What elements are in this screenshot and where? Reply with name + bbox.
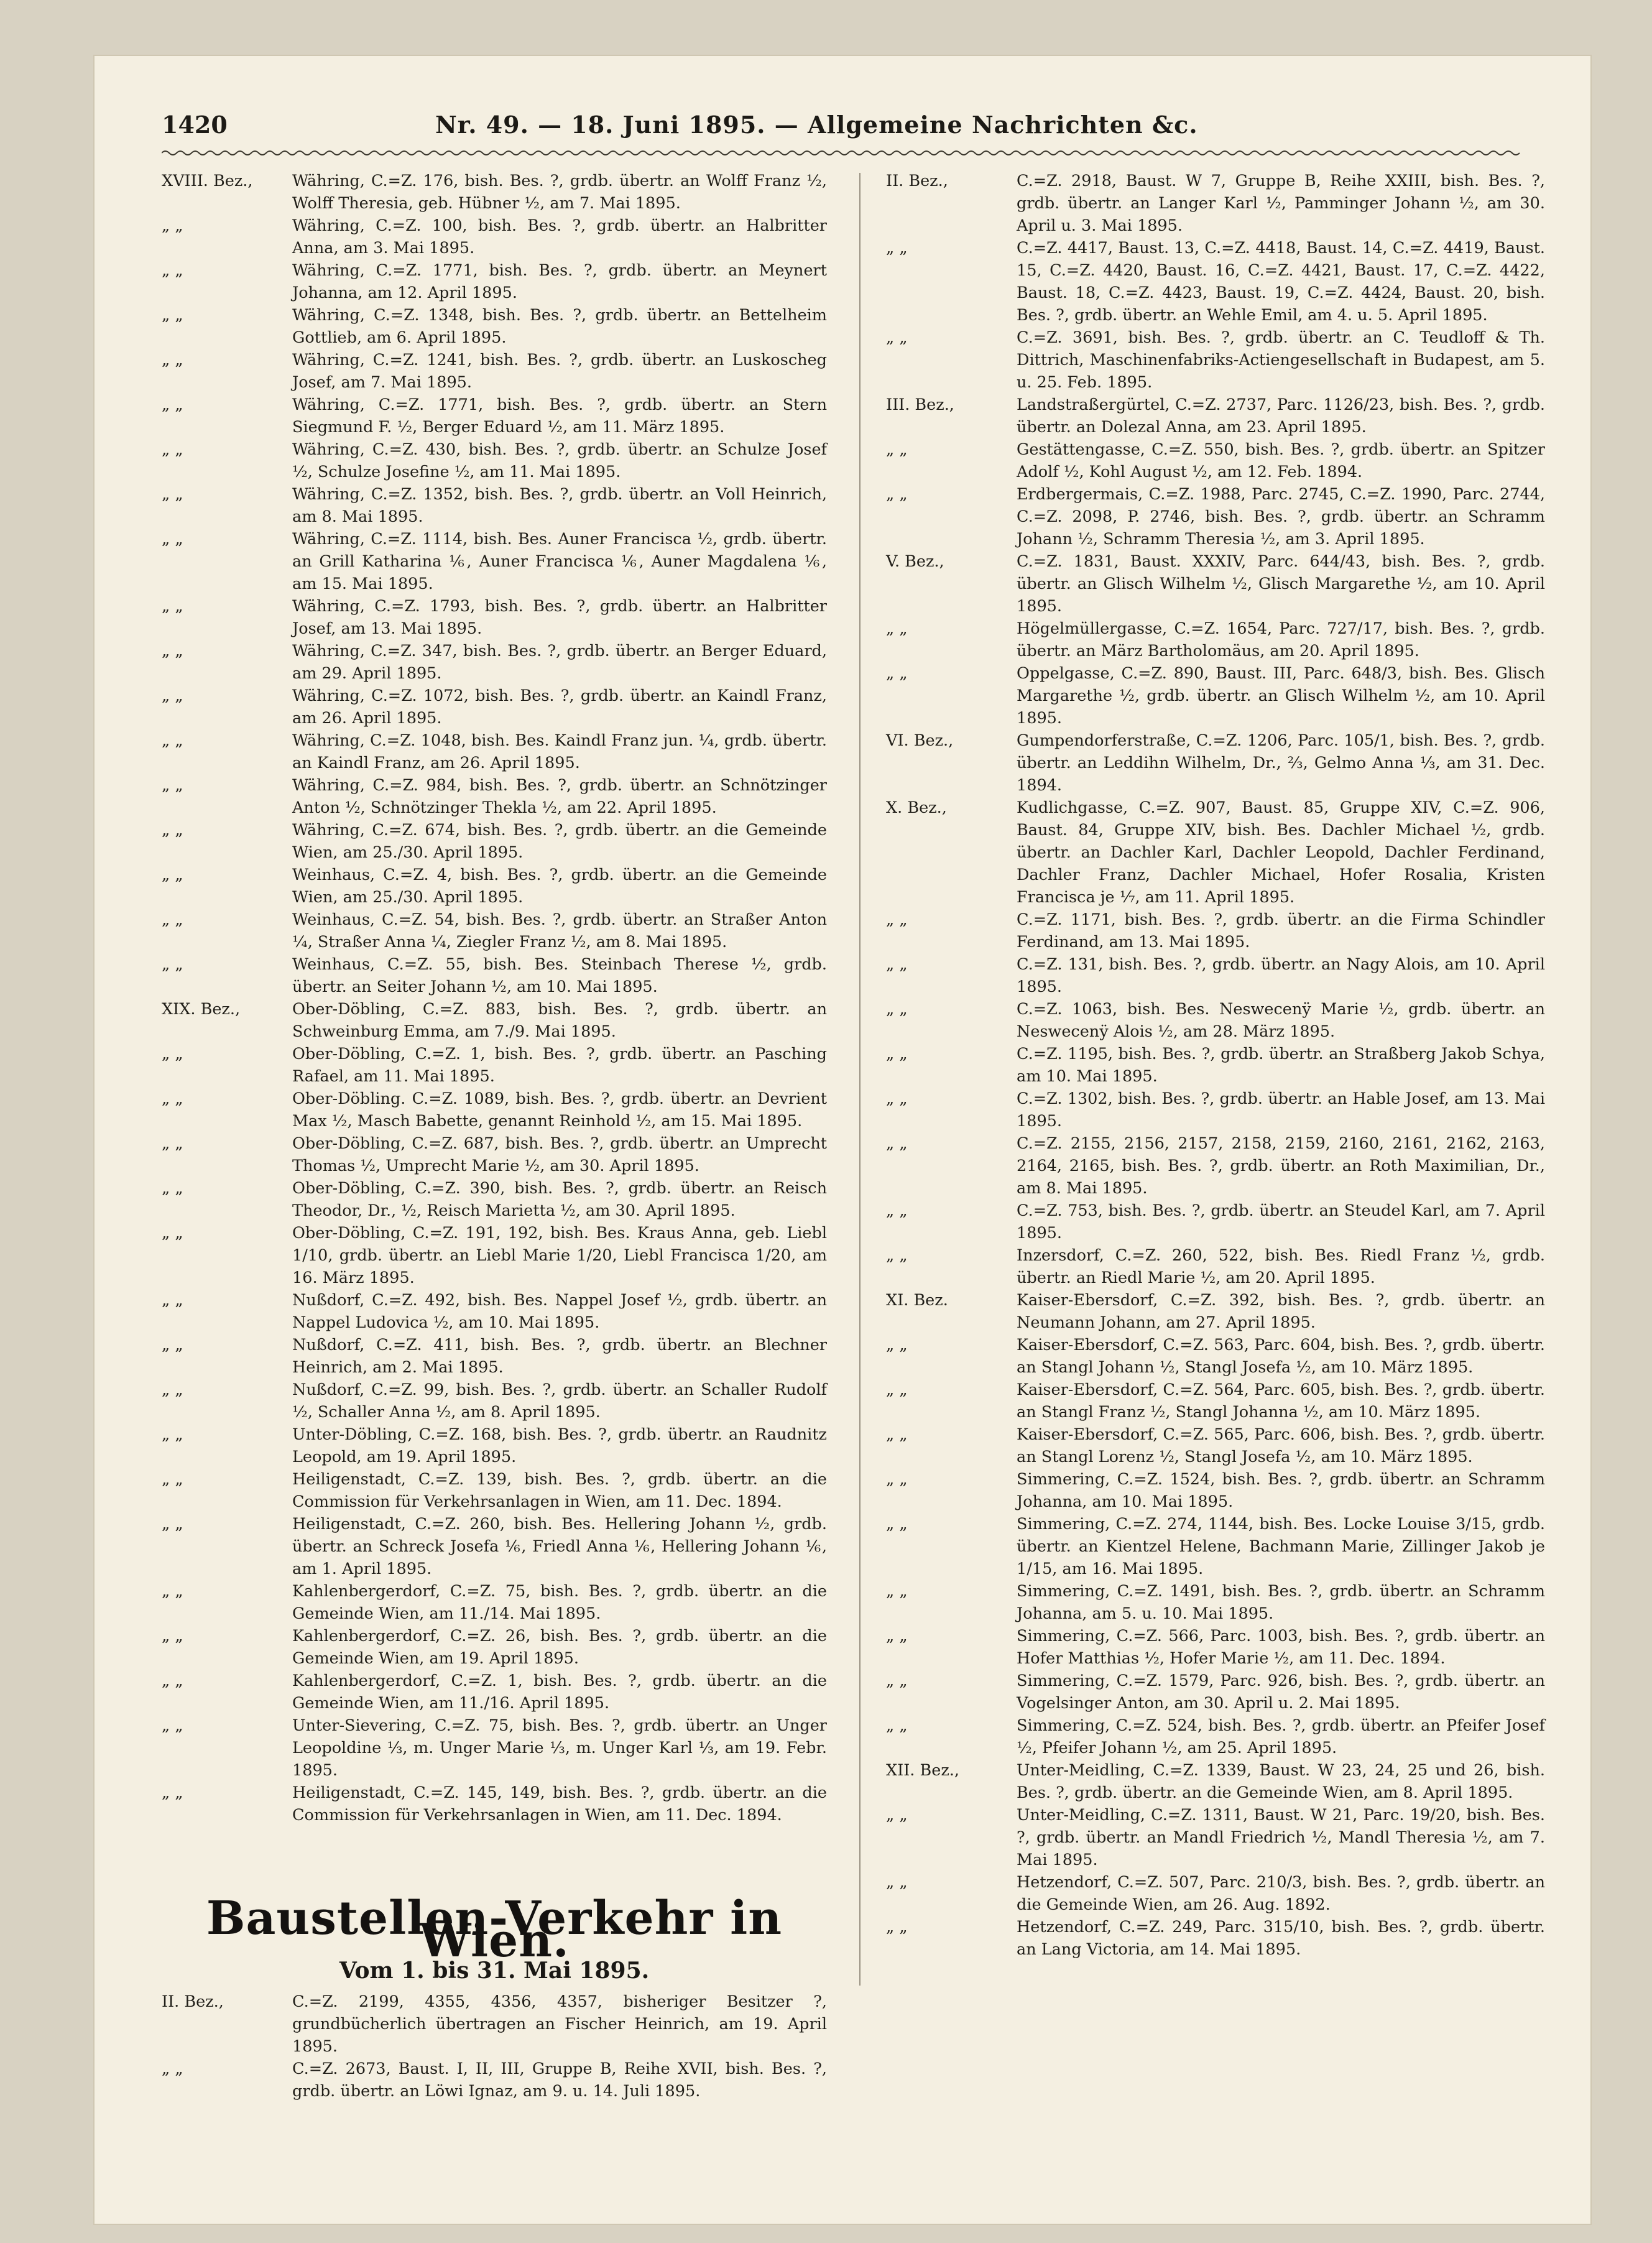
register-entry xyxy=(886,662,1545,729)
entry-text: C.=Z. 2199, 4355, 4356, 4357, bisheriger Besitzer ?, grundbücherlich übertragen an Fischer Heinrich, am 19. April 1895. xyxy=(292,1992,827,2056)
entry-district: „ „ xyxy=(886,619,908,638)
register-entry xyxy=(886,1670,1545,1714)
page-title: Nr. 49. — 18. Juni 1895. — Allgemeine Nachrichten &c. xyxy=(435,111,1198,139)
entry-text: Inzersdorf, C.=Z. 260, 522, bish. Bes. Riedl Franz ½, grdb. übertr. an Riedl Marie ½, am 20. April 1895. xyxy=(1017,1246,1545,1287)
register-entry xyxy=(162,1468,827,1513)
entry-text: Währing, C.=Z. 176, bish. Bes. ?, grdb. übertr. an Wolff Franz ½, Wolff Theresia, geb. Hübner ½, am 7. Mai 1895. xyxy=(292,172,827,213)
register-entry xyxy=(162,729,827,774)
register-entry xyxy=(886,170,1545,237)
entry-text: C.=Z. 2673, Baust. I, II, III, Gruppe B, Reihe XVII, bish. Bes. ?, grdb. übertr. an Löwi Ignaz, am 9. u. 14. Juli 1895. xyxy=(292,2060,827,2101)
entry-district: „ „ xyxy=(886,955,908,974)
entry-district: „ „ xyxy=(886,1380,908,1399)
entry-district: „ „ xyxy=(886,1425,908,1444)
newspaper-page xyxy=(93,55,1592,2225)
column-divider xyxy=(859,173,861,1986)
entry-text: C.=Z. 1171, bish. Bes. ?, grdb. übertr. an die Firma Schindler Ferdinand, am 13. Mai 1895. xyxy=(1017,910,1545,951)
entry-text: Weinhaus, C.=Z. 54, bish. Bes. ?, grdb. übertr. an Straßer Anton ¼, Straßer Anna ¼, Ziegler Franz ½, am 8. Mai 1895. xyxy=(292,910,827,951)
entry-text: Währing, C.=Z. 347, bish. Bes. ?, grdb. übertr. an Berger Eduard, am 29. April 1895. xyxy=(292,642,827,683)
entry-text: Ober-Döbling, C.=Z. 390, bish. Bes. ?, grdb. übertr. an Reisch Theodor, Dr., ½, Reisch Marietta ½, am 30. April 1895. xyxy=(292,1179,827,1220)
entry-text: Ober-Döbling, C.=Z. 883, bish. Bes. ?, grdb. übertr. an Schweinburg Emma, am 7./9. Mai 1895. xyxy=(292,1000,827,1041)
entry-district: „ „ xyxy=(162,306,183,325)
register-entry xyxy=(162,1423,827,1468)
register-entry xyxy=(886,1244,1545,1289)
register-entry xyxy=(886,1804,1545,1871)
register-entry xyxy=(162,1714,827,1782)
register-entry xyxy=(886,237,1545,326)
entry-district: „ „ xyxy=(162,1179,183,1198)
right-column xyxy=(886,170,1545,1961)
entry-text: Weinhaus, C.=Z. 4, bish. Bes. ?, grdb. übertr. an die Gemeinde Wien, am 25./30. April 1895. xyxy=(292,866,827,907)
left-entries xyxy=(162,170,827,1826)
entry-district: „ „ xyxy=(886,440,908,459)
register-entry xyxy=(162,1379,827,1423)
register-entry xyxy=(162,819,827,864)
register-entry xyxy=(162,1625,827,1670)
entry-district: „ „ xyxy=(162,597,183,616)
register-entry xyxy=(162,528,827,595)
register-entry xyxy=(886,394,1545,438)
register-entry xyxy=(162,394,827,438)
entry-text: Währing, C.=Z. 1114, bish. Bes. Auner Francisca ½, grdb. übertr. an Grill Katharina ⅙, Auner Francisca ⅙, Auner Magdalena ⅙, am 15. Mai 1895. xyxy=(292,530,827,593)
page-header xyxy=(162,104,1523,142)
register-entry xyxy=(886,1513,1545,1580)
entry-text: Hetzendorf, C.=Z. 249, Parc. 315/10, bish. Bes. ?, grdb. übertr. an Lang Victoria, am 14. Mai 1895. xyxy=(1017,1918,1545,1959)
entry-district: „ „ xyxy=(162,530,183,548)
register-entry xyxy=(162,1132,827,1177)
entry-text: Währing, C.=Z. 1072, bish. Bes. ?, grdb. übertr. an Kaindl Franz, am 26. April 1895. xyxy=(292,687,827,728)
register-entry xyxy=(162,1177,827,1222)
entry-district: „ „ xyxy=(886,1246,908,1265)
register-entry xyxy=(162,1670,827,1714)
section-heading: Baustellen-Verkehr in Wien. xyxy=(206,1892,783,1968)
entry-text: Simmering, C.=Z. 1491, bish. Bes. ?, grdb. übertr. an Schramm Johanna, am 5. u. 10. Mai 1895. xyxy=(1017,1582,1545,1623)
entry-district: „ „ xyxy=(886,1045,908,1063)
entry-text: Währing, C.=Z. 1348, bish. Bes. ?, grdb. übertr. an Bettelheim Gottlieb, am 6. April 1895. xyxy=(292,306,827,347)
left-column xyxy=(162,170,827,2102)
entry-district: „ „ xyxy=(162,955,183,974)
register-entry xyxy=(886,1132,1545,1200)
register-entry xyxy=(162,215,827,259)
entry-district: „ „ xyxy=(886,1134,908,1153)
register-entry xyxy=(162,953,827,998)
entry-text: C.=Z. 1063, bish. Bes. Neswecenÿ Marie ½, grdb. übertr. an Neswecenÿ Alois ½, am 28. März 1895. xyxy=(1017,1000,1545,1041)
entry-text: C.=Z. 753, bish. Bes. ?, grdb. übertr. an Steudel Karl, am 7. April 1895. xyxy=(1017,1201,1545,1242)
entry-district: „ „ xyxy=(162,866,183,884)
register-entry xyxy=(162,1513,827,1580)
entry-text: Kahlenbergerdorf, C.=Z. 75, bish. Bes. ?, grdb. übertr. an die Gemeinde Wien, am 11./14. Mai 1895. xyxy=(292,1582,827,1623)
entry-text: Nußdorf, C.=Z. 411, bish. Bes. ?, grdb. übertr. an Blechner Heinrich, am 2. Mai 1895. xyxy=(292,1336,827,1377)
entry-district: „ „ xyxy=(162,351,183,369)
entry-district: II. Bez., xyxy=(886,172,948,190)
register-entry xyxy=(886,483,1545,550)
section-entries xyxy=(162,1991,827,2102)
entry-district: „ „ xyxy=(886,1873,908,1892)
entry-district: VI. Bez., xyxy=(886,731,954,750)
entry-text: C.=Z. 3691, bish. Bes. ?, grdb. übertr. an C. Teudloff & Th. Dittrich, Maschinenfabriks-Actiengesellschaft in Budapest, am 5. u. 25. Feb. 1895. xyxy=(1017,328,1545,392)
entry-text: Kaiser-Ebersdorf, C.=Z. 565, Parc. 606, bish. Bes. ?, grdb. übertr. an Stangl Lorenz ½, Stangl Josefa ½, am 10. März 1895. xyxy=(1017,1425,1545,1466)
entry-text: Unter-Meidling, C.=Z. 1339, Baust. W 23, 24, 25 und 26, bish. Bes. ?, grdb. übertr. an die Gemeinde Wien, am 8. April 1895. xyxy=(1017,1761,1545,1802)
entry-district: „ „ xyxy=(162,1582,183,1601)
entry-text: Heiligenstadt, C.=Z. 139, bish. Bes. ?, grdb. übertr. an die Commission für Verkehrsanlagen in Wien, am 11. Dec. 1894. xyxy=(292,1470,827,1511)
entry-district: „ „ xyxy=(162,1336,183,1354)
register-entry xyxy=(886,1088,1545,1132)
entry-district: „ „ xyxy=(162,776,183,795)
entry-district: „ „ xyxy=(162,1224,183,1242)
entry-district: II. Bez., xyxy=(162,1992,224,2011)
register-entry xyxy=(162,685,827,729)
register-entry xyxy=(886,1468,1545,1513)
entry-text: Hetzendorf, C.=Z. 507, Parc. 210/3, bish. Bes. ?, grdb. übertr. an die Gemeinde Wien, am 26. Aug. 1892. xyxy=(1017,1873,1545,1914)
register-entry xyxy=(162,1289,827,1334)
register-entry xyxy=(886,326,1545,394)
entry-district: „ „ xyxy=(886,1716,908,1735)
entry-district: „ „ xyxy=(886,1089,908,1108)
entry-district: „ „ xyxy=(886,1470,908,1489)
entry-district: „ „ xyxy=(162,1089,183,1108)
entry-district: „ „ xyxy=(162,731,183,750)
register-entry xyxy=(162,1991,827,2058)
entry-text: Gestättengasse, C.=Z. 550, bish. Bes. ?, grdb. übertr. an Spitzer Adolf ½, Kohl August ½, am 12. Feb. 1894. xyxy=(1017,440,1545,481)
register-entry xyxy=(886,1871,1545,1916)
entry-district: „ „ xyxy=(162,910,183,929)
entry-text: Ober-Döbling, C.=Z. 191, 192, bish. Bes. Kraus Anna, geb. Liebl 1/10, grdb. übertr. an Liebl Marie 1/20, Liebl Francisca 1/20, am 16. März 1895. xyxy=(292,1224,827,1287)
register-entry xyxy=(886,1580,1545,1625)
entry-district: „ „ xyxy=(886,1201,908,1220)
entry-district: „ „ xyxy=(886,1515,908,1533)
register-entry xyxy=(162,1580,827,1625)
entry-text: Ober-Döbling, C.=Z. 1, bish. Bes. ?, grdb. übertr. an Pasching Rafael, am 11. Mai 1895. xyxy=(292,1045,827,1086)
entry-text: Kaiser-Ebersdorf, C.=Z. 563, Parc. 604, bish. Bes. ?, grdb. übertr. an Stangl Johann ½, Stangl Josefa ½, am 10. März 1895. xyxy=(1017,1336,1545,1377)
entry-text: C.=Z. 1831, Baust. XXXIV, Parc. 644/43, bish. Bes. ?, grdb. übertr. an Glisch Wilhelm ½, Glisch Margarethe ½, am 10. April 1895. xyxy=(1017,552,1545,616)
entry-text: C.=Z. 131, bish. Bes. ?, grdb. übertr. an Nagy Alois, am 10. April 1895. xyxy=(1017,955,1545,996)
entry-district: „ „ xyxy=(162,1627,183,1645)
entry-district: „ „ xyxy=(162,1134,183,1153)
entry-district: „ „ xyxy=(886,1672,908,1690)
entry-text: Nußdorf, C.=Z. 99, bish. Bes. ?, grdb. übertr. an Schaller Rudolf ½, Schaller Anna ½, am 8. April 1895. xyxy=(292,1380,827,1422)
entry-text: Währing, C.=Z. 674, bish. Bes. ?, grdb. übertr. an die Gemeinde Wien, am 25./30. April 1895. xyxy=(292,821,827,862)
entry-district: „ „ xyxy=(162,1716,183,1735)
entry-text: Währing, C.=Z. 984, bish. Bes. ?, grdb. übertr. an Schnötzinger Anton ½, Schnötzinger Thekla ½, am 22. April 1895. xyxy=(292,776,827,817)
register-entry xyxy=(886,1334,1545,1379)
entry-text: Erdbergermais, C.=Z. 1988, Parc. 2745, C.=Z. 1990, Parc. 2744, C.=Z. 2098, P. 2746, bish. Bes. ?, grdb. übertr. an Schramm Johann ½, Schramm Theresia ½, am 3. April 1895. xyxy=(1017,485,1545,548)
register-entry xyxy=(886,1625,1545,1670)
entry-text: C.=Z. 1195, bish. Bes. ?, grdb. übertr. an Straßberg Jakob Schya, am 10. Mai 1895. xyxy=(1017,1045,1545,1086)
register-entry xyxy=(162,259,827,304)
entry-text: C.=Z. 4417, Baust. 13, C.=Z. 4418, Baust. 14, C.=Z. 4419, Baust. 15, C.=Z. 4420, Baust. 16, C.=Z. 4421, Baust. 17, C.=Z. 4422, Baust. 18, C.=Z. 4423, Baust. 19, C.=Z. 4424, Baust. 20, bish. Bes. ?, grdb. übertr. an Wehle Emil, am 4. u. 5. April 1895. xyxy=(1017,239,1545,325)
entry-district: XI. Bez. xyxy=(886,1291,948,1310)
entry-text: Währing, C.=Z. 1352, bish. Bes. ?, grdb. übertr. an Voll Heinrich, am 8. Mai 1895. xyxy=(292,485,827,526)
register-entry xyxy=(886,1289,1545,1334)
entry-district: „ „ xyxy=(886,664,908,683)
entry-district: „ „ xyxy=(886,910,908,929)
register-entry xyxy=(886,998,1545,1043)
entry-text: Ober-Döbling, C.=Z. 687, bish. Bes. ?, grdb. übertr. an Umprecht Thomas ½, Umprecht Marie ½, am 30. April 1895. xyxy=(292,1134,827,1175)
entry-text: Simmering, C.=Z. 1579, Parc. 926, bish. Bes. ?, grdb. übertr. an Vogelsinger Anton, am 30. April u. 2. Mai 1895. xyxy=(1017,1672,1545,1713)
entry-text: Gumpendorferstraße, C.=Z. 1206, Parc. 105/1, bish. Bes. ?, grdb. übertr. an Leddihn Wilhelm, Dr., ⅔, Gelmo Anna ⅓, am 31. Dec. 1894. xyxy=(1017,731,1545,795)
entry-district: „ „ xyxy=(162,1380,183,1399)
entry-district: „ „ xyxy=(886,239,908,257)
entry-text: Währing, C.=Z. 1771, bish. Bes. ?, grdb. übertr. an Stern Siegmund F. ½, Berger Eduard ½, am 11. März 1895. xyxy=(292,395,827,437)
entry-district: „ „ xyxy=(162,821,183,839)
register-entry xyxy=(162,1222,827,1289)
register-entry xyxy=(162,349,827,394)
entry-district: „ „ xyxy=(162,216,183,235)
register-entry xyxy=(162,2058,827,2102)
register-entry xyxy=(162,170,827,215)
entry-text: Währing, C.=Z. 1048, bish. Bes. Kaindl Franz jun. ¼, grdb. übertr. an Kaindl Franz, am 26. April 1895. xyxy=(292,731,827,772)
entry-text: Unter-Sievering, C.=Z. 75, bish. Bes. ?, grdb. übertr. an Unger Leopoldine ⅓, m. Unger Marie ⅓, m. Unger Karl ⅓, am 19. Febr. 1895. xyxy=(292,1716,827,1780)
entry-district: „ „ xyxy=(886,1806,908,1824)
entry-text: Simmering, C.=Z. 1524, bish. Bes. ?, grdb. übertr. an Schramm Johanna, am 10. Mai 1895. xyxy=(1017,1470,1545,1511)
entry-district: „ „ xyxy=(886,328,908,347)
entry-district: „ „ xyxy=(162,1045,183,1063)
entry-text: Simmering, C.=Z. 524, bish. Bes. ?, grdb. übertr. an Pfeifer Josef ½, Pfeifer Johann ½, am 25. April 1895. xyxy=(1017,1716,1545,1757)
register-entry xyxy=(886,729,1545,797)
entry-district: „ „ xyxy=(886,1582,908,1601)
entry-text: Währing, C.=Z. 100, bish. Bes. ?, grdb. übertr. an Halbritter Anna, am 3. Mai 1895. xyxy=(292,216,827,257)
entry-district: V. Bez., xyxy=(886,552,944,571)
register-entry xyxy=(162,1782,827,1826)
entry-text: Oppelgasse, C.=Z. 890, Baust. III, Parc. 648/3, bish. Bes. Glisch Margarethe ½, grdb. übertr. an Glisch Wilhelm ½, am 10. April 1895. xyxy=(1017,664,1545,728)
entry-text: Unter-Döbling, C.=Z. 168, bish. Bes. ?, grdb. übertr. an Raudnitz Leopold, am 19. April 1895. xyxy=(292,1425,827,1466)
register-entry xyxy=(162,483,827,528)
register-entry xyxy=(886,1423,1545,1468)
entry-district: „ „ xyxy=(162,1783,183,1802)
register-entry xyxy=(162,1043,827,1088)
register-entry xyxy=(886,1916,1545,1961)
entry-district: „ „ xyxy=(162,395,183,414)
entry-text: Ober-Döbling. C.=Z. 1089, bish. Bes. ?, grdb. übertr. an Devrient Max ½, Masch Babette, genannt Reinhold ½, am 15. Mai 1895. xyxy=(292,1089,827,1131)
register-entry xyxy=(162,595,827,640)
entry-text: Währing, C.=Z. 1771, bish. Bes. ?, grdb. übertr. an Meynert Johanna, am 12. April 1895. xyxy=(292,261,827,302)
entry-district: XVIII. Bez., xyxy=(162,172,253,190)
entry-district: „ „ xyxy=(162,1515,183,1533)
entry-district: „ „ xyxy=(162,1425,183,1444)
right-entries xyxy=(886,170,1545,1961)
entry-text: Kahlenbergerdorf, C.=Z. 1, bish. Bes. ?, grdb. übertr. an die Gemeinde Wien, am 11./16. April 1895. xyxy=(292,1672,827,1713)
entry-text: Währing, C.=Z. 1793, bish. Bes. ?, grdb. übertr. an Halbritter Josef, am 13. Mai 1895. xyxy=(292,597,827,638)
entry-text: Heiligenstadt, C.=Z. 260, bish. Bes. Hellering Johann ½, grdb. übertr. an Schreck Josefa ⅙, Friedl Anna ⅙, Hellering Johann ⅙, am 1. April 1895. xyxy=(292,1515,827,1578)
section-subheading: Vom 1. bis 31. Mai 1895. xyxy=(339,1958,650,1984)
register-entry xyxy=(162,909,827,953)
entry-district: „ „ xyxy=(162,485,183,504)
register-entry xyxy=(886,617,1545,662)
entry-district: „ „ xyxy=(162,1672,183,1690)
entry-district: XII. Bez., xyxy=(886,1761,959,1780)
register-entry xyxy=(886,1200,1545,1244)
entry-district: „ „ xyxy=(162,1291,183,1310)
entry-district: X. Bez., xyxy=(886,798,947,817)
entry-district: III. Bez., xyxy=(886,395,954,414)
entry-text: Kaiser-Ebersdorf, C.=Z. 392, bish. Bes. ?, grdb. übertr. an Neumann Johann, am 27. April 1895. xyxy=(1017,1291,1545,1332)
entry-text: Heiligenstadt, C.=Z. 145, 149, bish. Bes. ?, grdb. übertr. an die Commission für Verkehrsanlagen in Wien, am 11. Dec. 1894. xyxy=(292,1783,827,1824)
entry-district: „ „ xyxy=(162,440,183,459)
entry-text: C.=Z. 1302, bish. Bes. ?, grdb. übertr. an Hable Josef, am 13. Mai 1895. xyxy=(1017,1089,1545,1131)
entry-district: „ „ xyxy=(162,642,183,660)
register-entry xyxy=(162,998,827,1043)
entry-text: Simmering, C.=Z. 274, 1144, bish. Bes. Locke Louise 3/15, grdb. übertr. an Kientzel Helene, Bachmann Marie, Zillinger Jakob je 1/15, am 16. Mai 1895. xyxy=(1017,1515,1545,1578)
entry-district: „ „ xyxy=(886,1000,908,1019)
entry-district: „ „ xyxy=(886,1918,908,1936)
register-entry xyxy=(886,797,1545,909)
entry-text: Währing, C.=Z. 1241, bish. Bes. ?, grdb. übertr. an Luskoscheg Josef, am 7. Mai 1895. xyxy=(292,351,827,392)
register-entry xyxy=(886,550,1545,617)
entry-text: Landstraßergürtel, C.=Z. 2737, Parc. 1126/23, bish. Bes. ?, grdb. übertr. an Dolezal Anna, am 23. April 1895. xyxy=(1017,395,1545,437)
register-entry xyxy=(886,1379,1545,1423)
page-number: 1420 xyxy=(162,111,228,139)
entry-district: „ „ xyxy=(162,687,183,705)
register-entry xyxy=(162,1334,827,1379)
entry-district: „ „ xyxy=(162,261,183,280)
entry-text: Kaiser-Ebersdorf, C.=Z. 564, Parc. 605, bish. Bes. ?, grdb. übertr. an Stangl Franz ½, Stangl Johanna ½, am 10. März 1895. xyxy=(1017,1380,1545,1422)
register-entry xyxy=(162,1088,827,1132)
register-entry xyxy=(162,774,827,819)
entry-district: „ „ xyxy=(886,1627,908,1645)
entry-district: „ „ xyxy=(886,1336,908,1354)
register-entry xyxy=(162,438,827,483)
entry-district: „ „ xyxy=(162,2060,183,2078)
entry-district: „ „ xyxy=(886,485,908,504)
entry-text: Simmering, C.=Z. 566, Parc. 1003, bish. Bes. ?, grdb. übertr. an Hofer Matthias ½, Hofer Marie ½, am 11. Dec. 1894. xyxy=(1017,1627,1545,1668)
entry-text: Nußdorf, C.=Z. 492, bish. Bes. Nappel Josef ½, grdb. übertr. an Nappel Ludovica ½, am 10. Mai 1895. xyxy=(292,1291,827,1332)
register-entry xyxy=(162,640,827,685)
register-entry xyxy=(886,1043,1545,1088)
header-wavy-rule xyxy=(162,148,1523,158)
entry-text: Högelmüllergasse, C.=Z. 1654, Parc. 727/17, bish. Bes. ?, grdb. übertr. an März Bartholomäus, am 20. April 1895. xyxy=(1017,619,1545,660)
entry-text: C.=Z. 2918, Baust. W 7, Gruppe B, Reihe XXIII, bish. Bes. ?, grdb. übertr. an Langer Karl ½, Pamminger Johann ½, am 30. April u. 3. Mai 1895. xyxy=(1017,172,1545,235)
register-entry xyxy=(162,304,827,349)
entry-text: Kudlichgasse, C.=Z. 907, Baust. 85, Gruppe XIV, C.=Z. 906, Baust. 84, Gruppe XIV, bish. Bes. Dachler Michael ½, grdb. übertr. an Dachler Karl, Dachler Leopold, Dachler Ferdinand, Dachler Franz, Dachler Michael, Hofer Rosalia, Kristen Francisca je ⅐, am 11. April 1895. xyxy=(1017,798,1545,907)
register-entry xyxy=(886,953,1545,998)
register-entry xyxy=(162,864,827,909)
register-entry xyxy=(886,909,1545,953)
register-entry xyxy=(886,1759,1545,1804)
register-entry xyxy=(886,1714,1545,1759)
entry-district: XIX. Bez., xyxy=(162,1000,241,1019)
entry-text: Währing, C.=Z. 430, bish. Bes. ?, grdb. übertr. an Schulze Josef ½, Schulze Josefine ½, am 11. Mai 1895. xyxy=(292,440,827,481)
entry-text: Weinhaus, C.=Z. 55, bish. Bes. Steinbach Therese ½, grdb. übertr. an Seiter Johann ½, am 10. Mai 1895. xyxy=(292,955,827,996)
register-entry xyxy=(886,438,1545,483)
entry-text: C.=Z. 2155, 2156, 2157, 2158, 2159, 2160, 2161, 2162, 2163, 2164, 2165, bish. Bes. ?, grdb. übertr. an Roth Maximilian, Dr., am 8. Mai 1895. xyxy=(1017,1134,1545,1198)
entry-text: Unter-Meidling, C.=Z. 1311, Baust. W 21, Parc. 19/20, bish. Bes. ?, grdb. übertr. an Mandl Friedrich ½, Mandl Theresia ½, am 7. Mai 1895. xyxy=(1017,1806,1545,1869)
entry-text: Kahlenbergerdorf, C.=Z. 26, bish. Bes. ?, grdb. übertr. an die Gemeinde Wien, am 19. April 1895. xyxy=(292,1627,827,1668)
entry-district: „ „ xyxy=(162,1470,183,1489)
